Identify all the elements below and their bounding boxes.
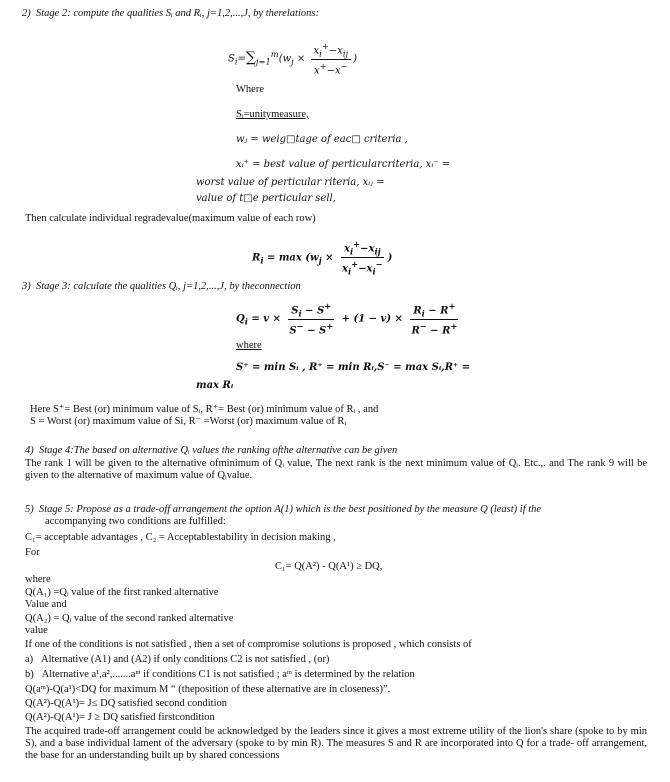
where-label-2: where	[236, 340, 262, 351]
here-line-1: Here S⁺= Best (or) minimum value of Sᵢ, R⁺= Best (or) minimum value of Rᵢ , and	[30, 404, 379, 415]
stage5-heading: 5) Stage 5: Propose as a trade-off arrangement the option A(1) which is the best positioned by the measure Q (least) if the	[25, 504, 542, 515]
where-label-1: Where	[236, 84, 264, 95]
regret-line: Then calculate individual regradevalue(maximum value of each row)	[25, 213, 316, 224]
x-definition-2: worst value of perticular riteria, xᵢⱼ =	[196, 177, 385, 188]
conditions-line: C₁= acceptable advantages , C₂ = Acceptablestability in decision making ,	[25, 532, 336, 543]
q-definitions-tail: max Rᵢ	[196, 380, 234, 391]
formula-q: $Q_i = v$ × $\frac{S_i - S^+}{S^- - S^+}$ + (1 − v) × $\frac{R_i - R^+}{R^- - R^+}$	[236, 301, 458, 337]
stage5-heading-2: accompanying two conditions are fulfilled:	[45, 516, 226, 527]
here-line-2: S = Worst (or) maximum value of Si, R⁻ =Worst (or) maximum value of Rᵢ	[30, 416, 347, 427]
closing-paragraph: The acquired trade-off arrangement could be acknowledged by the leaders since it gives a most extreme utility of the lion's share (spoke to by min S), and a base individual lament of the adversary (spoke to by min R). The measures S and R are incorporated into Q for a trade- off arrangement, the base for an understanding built up by shared concessions	[25, 726, 647, 761]
qa1-line: Q(A₁) =Qᵢ value of the first ranked alternative	[25, 587, 219, 598]
where-label-3: where	[25, 574, 51, 585]
qa2-line: Q(A₂) = Qᵢ value of the second ranked alternative	[25, 613, 234, 624]
for-label: For	[25, 547, 40, 558]
w-definition: wⱼ = weig□tage of eac□ criteria ,	[236, 134, 408, 145]
s-definition: Sᵢ=unitymeasure,	[236, 109, 309, 120]
x-definition-1: xᵢ⁺ = best value of perticularcriteria, xᵢ⁻ =	[236, 159, 451, 170]
value-and: Value and	[25, 599, 67, 610]
relation-2: Q(A²)-Q(A¹)= J≤ DQ satisfied second condition	[25, 698, 227, 709]
stage3-heading: 3) Stage 3: calculate the qualities Qᵢ, j=1,2,...,J, by theconnection	[22, 281, 301, 292]
stage4-heading: 4) Stage 4:The based on alternative Qᵢ values the ranking ofthe alternative can be given	[25, 445, 398, 456]
relation-1: Q(aᵐ)-Q(a¹)<DQ for maximum M “ (theposition of these alternative are in closeness)”.	[25, 684, 391, 695]
relation-3: Q(A²)-Q(A¹)= J ≥ DQ satisfied firstcondition	[25, 712, 215, 723]
value-label: value	[25, 625, 48, 636]
stage4-body: The rank 1 will be given to the alternative ofminimum of Qᵢ value, The next rank is the next minimum value of Qᵢ. Etc.,. and The rank 9 will be given to the alternative of maximum value of Qᵢvalue.	[25, 458, 647, 481]
not-satisfied-line: If one of the conditions is not satisfied , then a set of compromise solutions is proposed , which consists of	[25, 639, 472, 650]
condition-equation: C₁= Q(A²) - Q(A¹) ≥ DQ,	[275, 561, 383, 572]
formula-r: $R_i = \max (w_j$ × $\frac{x_i^+-x_{ij}}{x_i^+-x_i^-}$ )	[252, 239, 393, 277]
stage2-heading: 2) Stage 2: compute the qualities Sᵢ and Rᵢ, j=1,2,...,J, by therelations:	[22, 8, 319, 19]
x-definition-3: value of t□e perticular sell,	[196, 193, 336, 204]
item-b: b) Alternative a¹,a²,.......aᵐ if conditions C1 is not satisfied ; aᵐ is determined by the relation	[25, 669, 415, 680]
formula-s: $S_i=\sum_{j=1}^m(w_j$ × $\frac{x_i^+-x_{ij}}{x^+-x^-}$ )	[228, 41, 357, 77]
item-a: a) Alternative (A1) and (A2) if only conditions C2 is not satisfied , (or)	[25, 654, 330, 665]
q-definitions: S⁺ = min Sᵢ , R⁺ = min Rᵢ,S⁻ = max Sᵢ,R⁺ =	[236, 362, 471, 373]
